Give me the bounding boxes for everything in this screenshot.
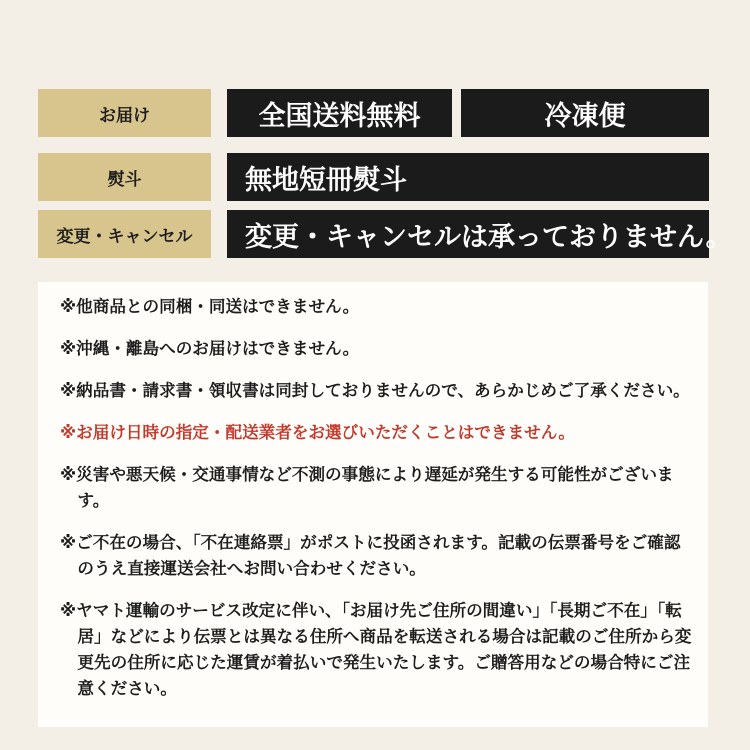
note-item: ※災害や悪天候・交通事情など不測の事態により遅延が発生する可能性がございます。 [60,465,674,510]
note-item: ※納品書・請求書・領収書は同封しておりませんので、あらかじめご了承ください。 [60,381,690,400]
cancel-value: 変更・キャンセルは承っておりません。 [227,210,709,258]
note-item-warning: ※お届け日時の指定・配送業者をお選びいただくことはできません。 [60,423,575,442]
note-item: ※沖縄・離島へのお届けはできません。 [60,339,360,358]
noshi-label: 熨斗 [38,153,211,201]
note-item: ※他商品との同梱・同送はできません。 [60,297,360,316]
notes-panel [38,282,708,727]
cancel-label: 変更・キャンセル [38,210,211,258]
free-shipping-value: 全国送料無料 [227,89,452,137]
noshi-value: 無地短冊熨斗 [227,153,709,201]
frozen-delivery-value: 冷凍便 [461,89,709,137]
delivery-label: お届け [38,89,211,137]
note-item: ※ご不在の場合、「不在連絡票」がポストに投函されます。記載の伝票番号をご確認のうえ直接運送会社へお問い合わせください。 [60,533,681,578]
note-item: ※ヤマト運輸のサービス改定に伴い、「お届け先ご住所の間違い」「長期ご不在」「転居」などにより伝票とは異なる住所へ商品を転送される場合は記載のご住所から変更先の住所に応じた運賃が着払いで発生いたします。ご贈答用などの場合特にご注意ください。 [60,601,692,698]
